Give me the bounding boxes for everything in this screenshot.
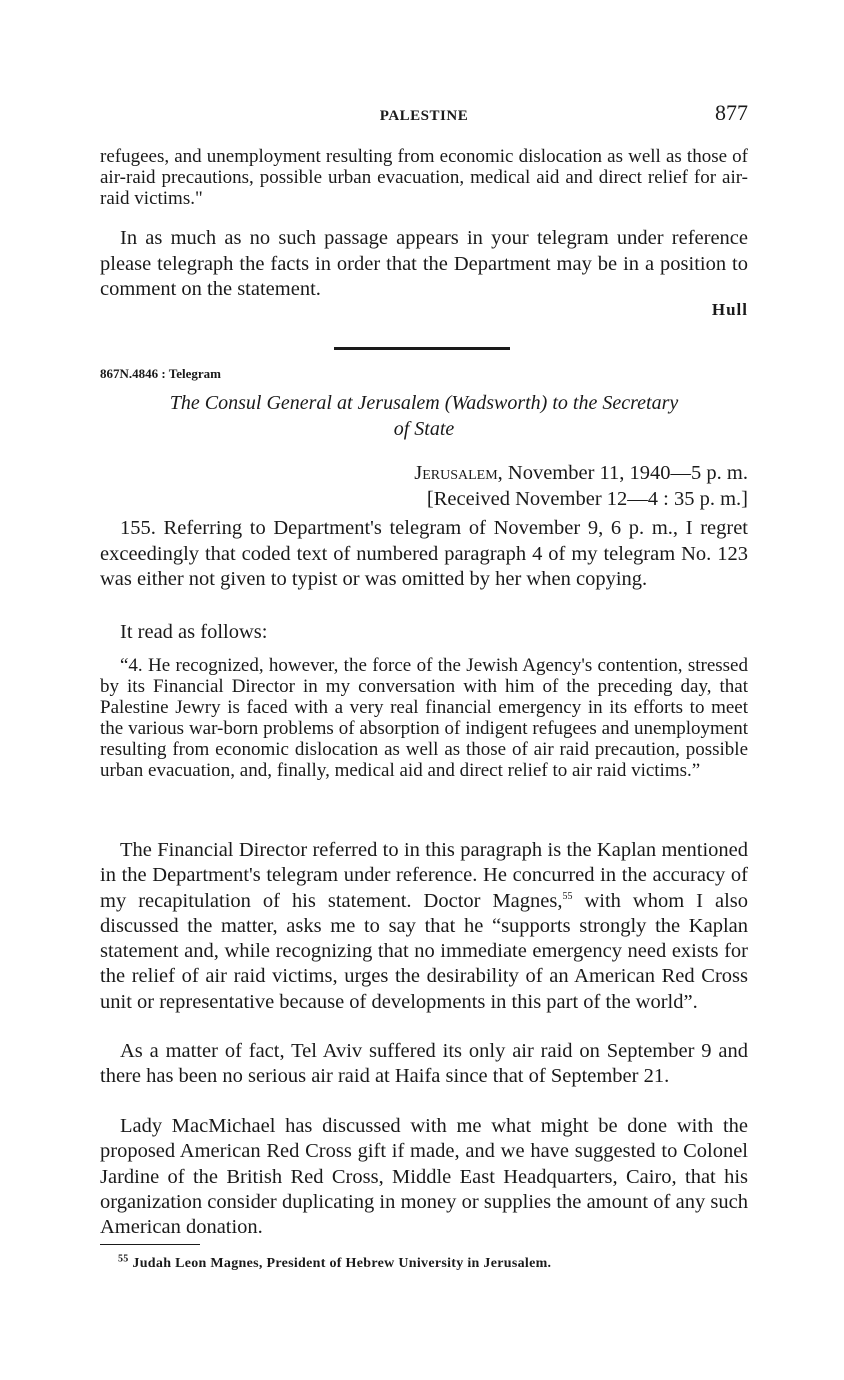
read-as-follows: It read as follows: [120, 621, 268, 643]
previous-telegram-paragraph: In as much as no such passage appears in your telegram under reference please telegraph the facts in order that the Department may be in a position to comment on the statement. [100, 227, 748, 300]
document-title [100, 390, 748, 442]
document-title-line2: of State [393, 418, 455, 440]
paragraph-155: 155. Referring to Department's telegram of November 9, 6 p. m., I regret exceedingly that coded text of numbered paragraph 4 of my telegram No. 123 was either not given to typist or was omitted by her when copying. [100, 517, 748, 590]
signature-hull: Hull [711, 300, 748, 319]
footnote-text: Judah Leon Magnes, President of Hebrew University in Jerusalem. [132, 1256, 552, 1271]
paragraph-director-part-a: The Financial Director referred to in this paragraph is the Kaplan mentioned in the Department's telegram under reference. He concurred in the accuracy of my recapitulation of his statement. Doctor Magnes, [100, 839, 748, 912]
dateline-sent [414, 460, 748, 486]
dateline-received: [Received November 12—4 : 35 p. m.] [426, 488, 748, 510]
paragraph-director-part-b: with whom I also discussed the matter, asks me to say that he “supports strongly the Kaplan statement and, while recognizing that no immediate emergency need exists for the relief of air raid victims, urges the desirability of an American Red Cross unit or representative because of developments in this part of the world”. [100, 889, 748, 1013]
section-divider [334, 347, 510, 350]
paragraph-macmichael: Lady MacMichael has discussed with me what might be done with the proposed American Red Cross gift if made, and we have suggested to Colonel Jardine of the British Red Cross, Middle East Headquarters, Cairo, that his organization consider duplicating in money or supplies the amount of any such American donation. [100, 1115, 748, 1239]
dateline-place: Jerusalem [414, 462, 498, 484]
footnote-rule [100, 1244, 200, 1245]
footnote-ref-55: 55 [562, 890, 573, 902]
document-title-line1: The Consul General at Jerusalem (Wadsworth) to the Secretary [169, 392, 679, 414]
file-reference: 867N.4846 : Telegram [100, 366, 221, 381]
footnote-55 [118, 1253, 552, 1272]
running-title: PALESTINE [379, 108, 469, 124]
running-head [100, 100, 748, 130]
paragraph-tel-aviv: As a matter of fact, Tel Aviv suffered its only air raid on September 9 and there has been no serious air raid at Haifa since that of September 21. [100, 1040, 748, 1088]
dateline-date: , November 11, 1940—5 p. m. [497, 462, 748, 484]
page-number: 877 [715, 100, 748, 125]
dateline [414, 460, 748, 512]
quoted-paragraph: “4. He recognized, however, the force of the Jewish Agency's contention, stressed by its Financial Director in my conversation with him of the preceding day, that Palestine Jewry is faced with a very real financial emergency in its efforts to meet the various war-born problems of absorption of indigent refugees and unemployment resulting from economic dislocation as well as those of air raid precaution, possible urban evacuation, and, finally, medical aid and direct relief to air raid victims.” [100, 655, 748, 781]
footnote-marker: 55 [118, 1253, 129, 1265]
paragraph-financial-director [100, 838, 748, 1015]
continuation-paragraph: refugees, and unemployment resulting from economic dislocation as well as those of air-raid precautions, possible urban evacuation, medical aid and direct relief for air-raid victims." [100, 146, 748, 209]
